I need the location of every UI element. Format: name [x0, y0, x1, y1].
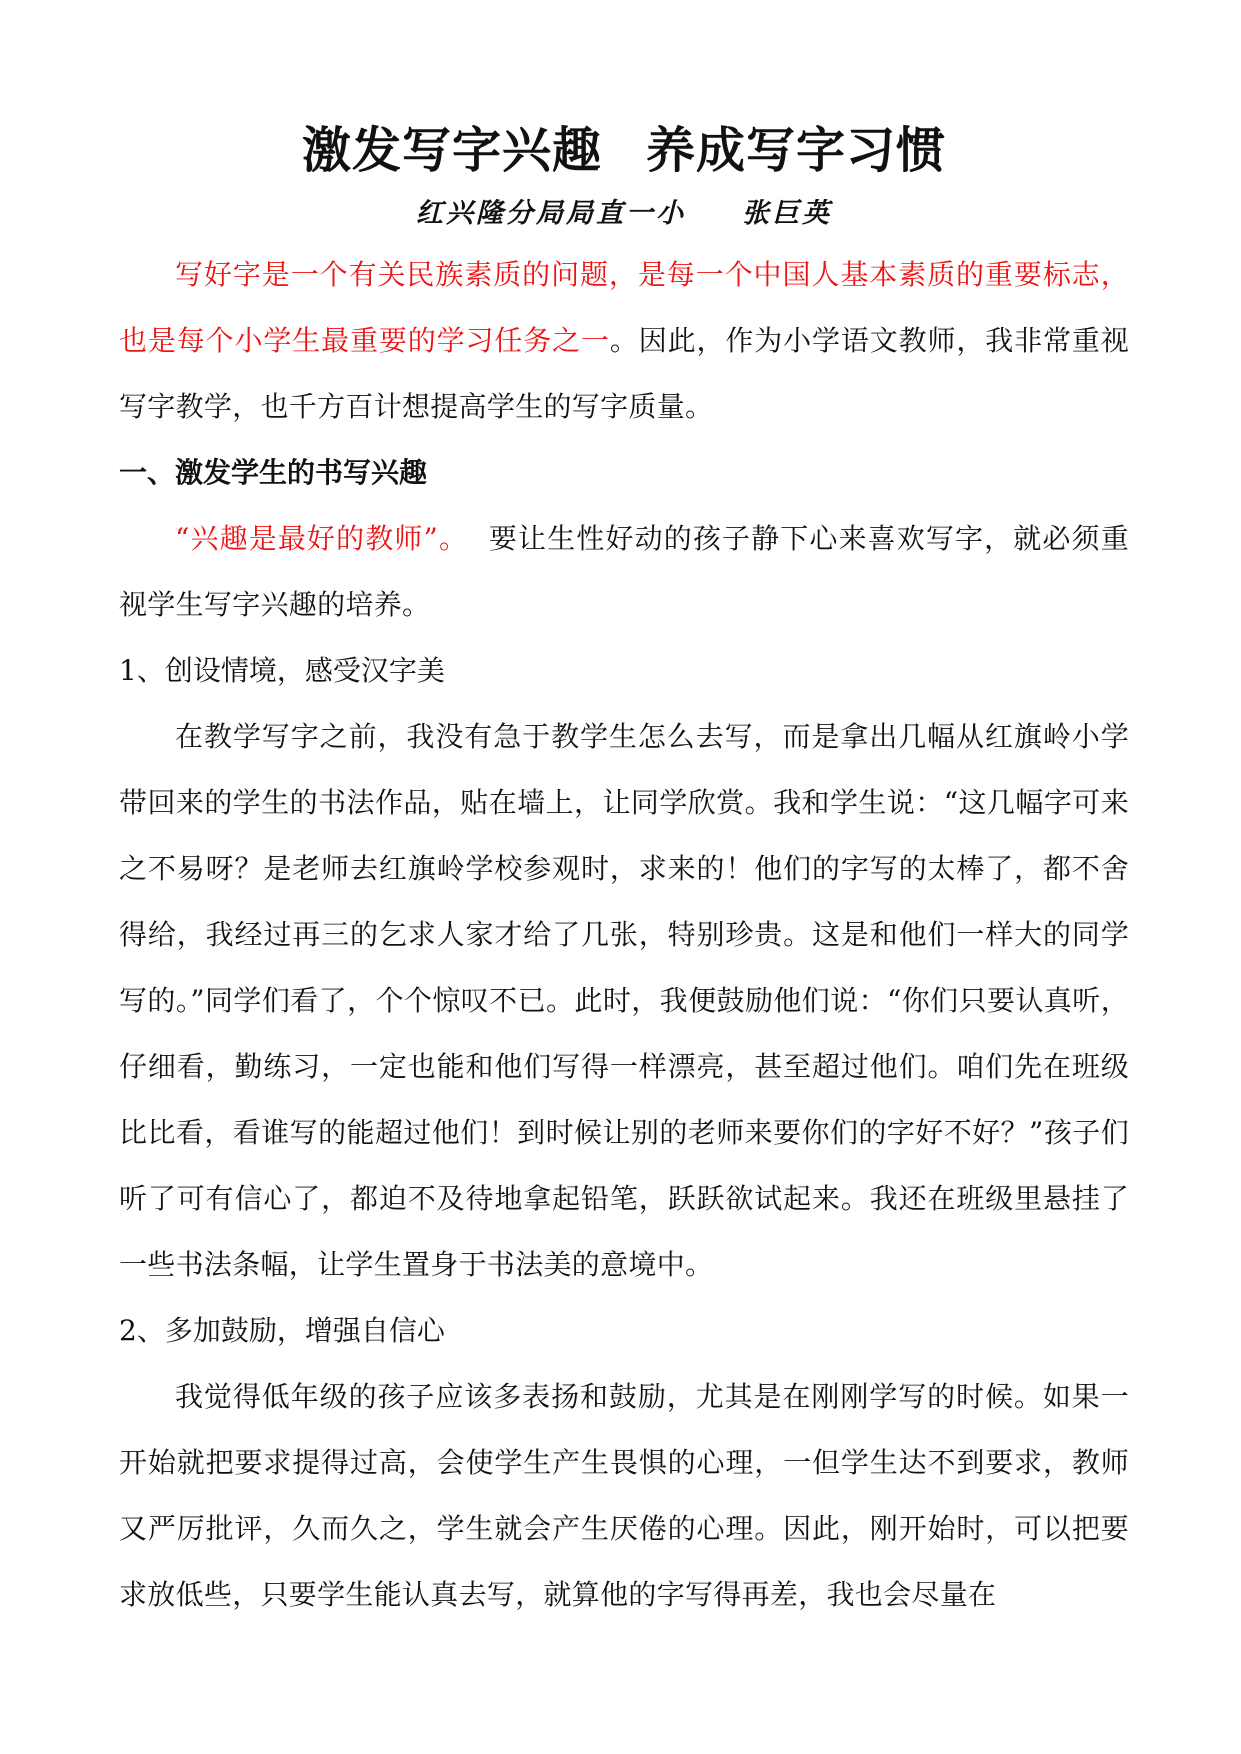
intro-rest-text: 。因此，作为小学语文教师，我非常重视写字教学，也千方百计想提高学生的写字质量。	[119, 324, 1130, 423]
subsection-1-heading: 1、创设情境，感受汉字美	[119, 654, 445, 687]
title-part-1: 激发写字兴趣	[301, 122, 602, 179]
intro-red-text: 写好字是一个有关民族素质的问题，是每一个中国人基本素质的重要标志，也是每个小学生最重要的学习任务之一	[119, 258, 1129, 357]
document-body	[119, 118, 1129, 1628]
section-1-rest-text: 要让生性好动的孩子静下心来喜欢写字，就必须重视学生写字兴趣的培养。	[119, 522, 1129, 621]
author-line	[119, 190, 1129, 238]
section-1-heading: 一、激发学生的书写兴趣	[119, 456, 428, 489]
section-1-paragraph	[119, 506, 1129, 638]
subsection-2-heading: 2、多加鼓励，增强自信心	[119, 1314, 445, 1347]
subsection-1-paragraph: 在教学写字之前，我没有急于教学生怎么去写，而是拿出几幅从红旗岭小学带回来的学生的书法作品，贴在墙上，让同学欣赏。我和学生说：“这几幅字可来之不易呀？是老师去红旗岭学校参观时，求来的！他们的字写的太棒了，都不舍得给，我经过再三的乞求人家才给了几张，特别珍贵。这是和他们一样大的同学写的。”同学们看了，个个惊叹不已。此时，我便鼓励他们说：“你们只要认真听，仔细看，勤练习，一定也能和他们写得一样漂亮，甚至超过他们。咱们先在班级比比看，看谁写的能超过他们！到时候让别的老师来要你们的字好不好？”孩子们听了可有信心了，都迫不及待地拿起铅笔，跃跃欲试起来。我还在班级里悬挂了一些书法条幅，让学生置身于书法美的意境中。	[119, 720, 1129, 1281]
author-name: 张巨英	[742, 198, 832, 229]
author-school: 红兴隆分局局直一小	[416, 198, 686, 229]
title-part-2: 养成写字习惯	[646, 122, 947, 179]
section-1-quote-punct: 。	[438, 522, 469, 555]
document-title	[119, 118, 1129, 184]
intro-paragraph	[119, 242, 1129, 440]
section-1-quote: “兴趣是最好的教师”	[175, 522, 439, 555]
subsection-2-paragraph: 我觉得低年级的孩子应该多表扬和鼓励，尤其是在刚刚学写的时候。如果一开始就把要求提得过高，会使学生产生畏惧的心理，一但学生达不到要求，教师又严厉批评，久而久之，学生就会产生厌倦的心理。因此，刚开始时，可以把要求放低些，只要学生能认真去写，就算他的字写得再差，我也会尽量在	[119, 1380, 1129, 1611]
